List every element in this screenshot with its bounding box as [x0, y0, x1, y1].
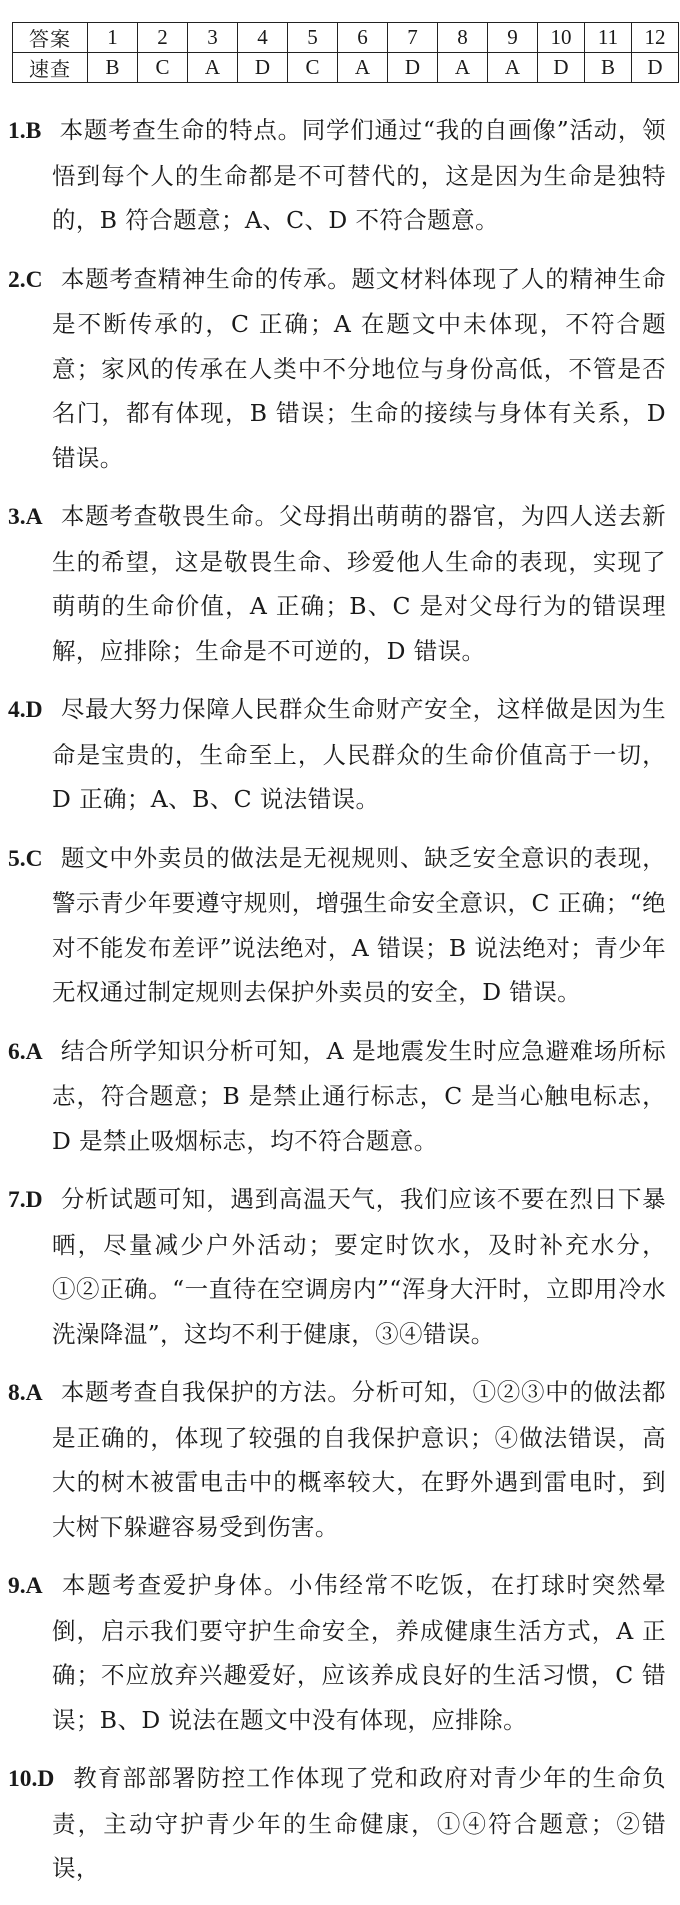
answer-letter: A	[338, 53, 388, 83]
answer-letter: D	[538, 53, 585, 83]
item-text: 题文中外卖员的做法是无视规则、缺乏安全意识的表现，警示青少年要遵守规则，增强生命安全意识，C 正确；“绝对不能发布差评”说法绝对，A 错误；B 说法绝对；青少年无权通过制定规则去保护外卖员的安全，D 错误。	[52, 843, 666, 1006]
answer-letter: A	[488, 53, 538, 83]
question-number: 5	[288, 23, 338, 53]
question-number: 6	[338, 23, 388, 53]
item-text: 尽最大努力保障人民群众生命财产安全，这样做是因为生命是宝贵的，生命至上，人民群众的生命价值高于一切，D 正确；A、B、C 说法错误。	[52, 695, 666, 813]
item-number: 8.A	[8, 1380, 43, 1406]
question-number: 4	[238, 23, 288, 53]
question-number: 10	[538, 23, 585, 53]
answer-letter: D	[388, 53, 438, 83]
item-text: 分析试题可知，遇到高温天气，我们应该不要在烈日下暴晒，尽量减少户外活动；要定时饮水，及时补充水分，①②正确。“一直待在空调房内”“浑身大汗时，立即用冷水洗澡降温”，这均不利于健康，③④错误。	[52, 1185, 666, 1348]
item-number: 3.A	[8, 504, 43, 530]
table-label-answer: 答案	[13, 23, 88, 53]
item-number: 9.A	[8, 1573, 43, 1599]
item-text: 本题考查敬畏生命。父母捐出萌萌的器官，为四人送去新生的希望，这是敬畏生命、珍爱他人生命的表现，实现了萌萌的生命价值，A 正确；B、C 是对父母行为的错误理解，应排除；生命是不可逆的，D 错误。	[52, 502, 666, 665]
explanation-item-9	[0, 1563, 680, 1742]
question-number: 12	[632, 23, 679, 53]
answer-letter: B	[585, 53, 632, 83]
explanation-item-8	[0, 1370, 680, 1549]
question-number: 2	[138, 23, 188, 53]
question-number: 9	[488, 23, 538, 53]
explanation-item-5	[0, 836, 680, 1015]
answer-letter: D	[632, 53, 679, 83]
explanation-item-10	[0, 1756, 680, 1891]
item-number: 5.C	[8, 845, 43, 872]
answer-letter: D	[238, 53, 288, 83]
answer-letter: C	[288, 53, 338, 83]
question-number: 3	[188, 23, 238, 53]
answer-table-number-row	[13, 23, 679, 53]
item-number: 6.A	[8, 1038, 43, 1065]
question-number: 7	[388, 23, 438, 53]
item-text: 结合所学知识分析可知，A 是地震发生时应急避难场所标志，符合题意；B 是禁止通行标志，C 是当心触电标志，D 是禁止吸烟标志，均不符合题意。	[52, 1036, 666, 1155]
explanation-item-7	[0, 1177, 680, 1356]
explanation-item-2	[0, 257, 680, 481]
answer-letter: B	[88, 53, 138, 83]
item-text: 本题考查精神生命的传承。题文材料体现了人的精神生命是不断传承的，C 正确；A 在题文中未体现，不符合题意；家风的传承在人类中不分地位与身份高低，不管是否名门，都有体现，B 错误；生命的接续与身体有关系，D 错误。	[52, 264, 666, 472]
item-text: 本题考查自我保护的方法。分析可知，①②③中的做法都是正确的，体现了较强的自我保护意识；④做法错误，高大的树木被雷电击中的概率较大，在野外遇到雷电时，到大树下躲避容易受到伤害。	[52, 1378, 666, 1541]
item-number: 2.C	[8, 266, 43, 293]
item-text: 教育部部署防控工作体现了党和政府对青少年的生命负责，主动守护青少年的生命健康，①④符合题意；②错误，	[52, 1764, 666, 1882]
explanation-item-6	[0, 1029, 680, 1164]
question-number: 8	[438, 23, 488, 53]
item-number: 4.D	[8, 697, 43, 723]
answer-quick-check-table	[12, 22, 679, 83]
answer-letter: C	[138, 53, 188, 83]
answer-letter: A	[188, 53, 238, 83]
item-text: 本题考查生命的特点。同学们通过“我的自画像”活动，领悟到每个人的生命都是不可替代的，这是因为生命是独特的，B 符合题意；A、C、D 不符合题意。	[52, 116, 666, 234]
explanation-item-3	[0, 494, 680, 673]
item-number: 7.D	[8, 1187, 43, 1213]
item-number: 10.D	[8, 1766, 55, 1792]
explanation-list	[0, 108, 680, 1905]
explanation-item-1	[0, 108, 680, 243]
question-number: 11	[585, 23, 632, 53]
question-number: 1	[88, 23, 138, 53]
table-label-quick-check: 速查	[13, 53, 88, 83]
answer-table-answer-row	[13, 53, 679, 83]
answer-letter: A	[438, 53, 488, 83]
explanation-item-4	[0, 687, 680, 822]
item-number: 1.B	[8, 118, 42, 144]
item-text: 本题考查爱护身体。小伟经常不吃饭，在打球时突然晕倒，启示我们要守护生命安全，养成健康生活方式，A 正确；不应放弃兴趣爱好，应该养成良好的生活习惯，C 错误；B、D 说法在题文中没有体现，应排除。	[52, 1571, 666, 1734]
